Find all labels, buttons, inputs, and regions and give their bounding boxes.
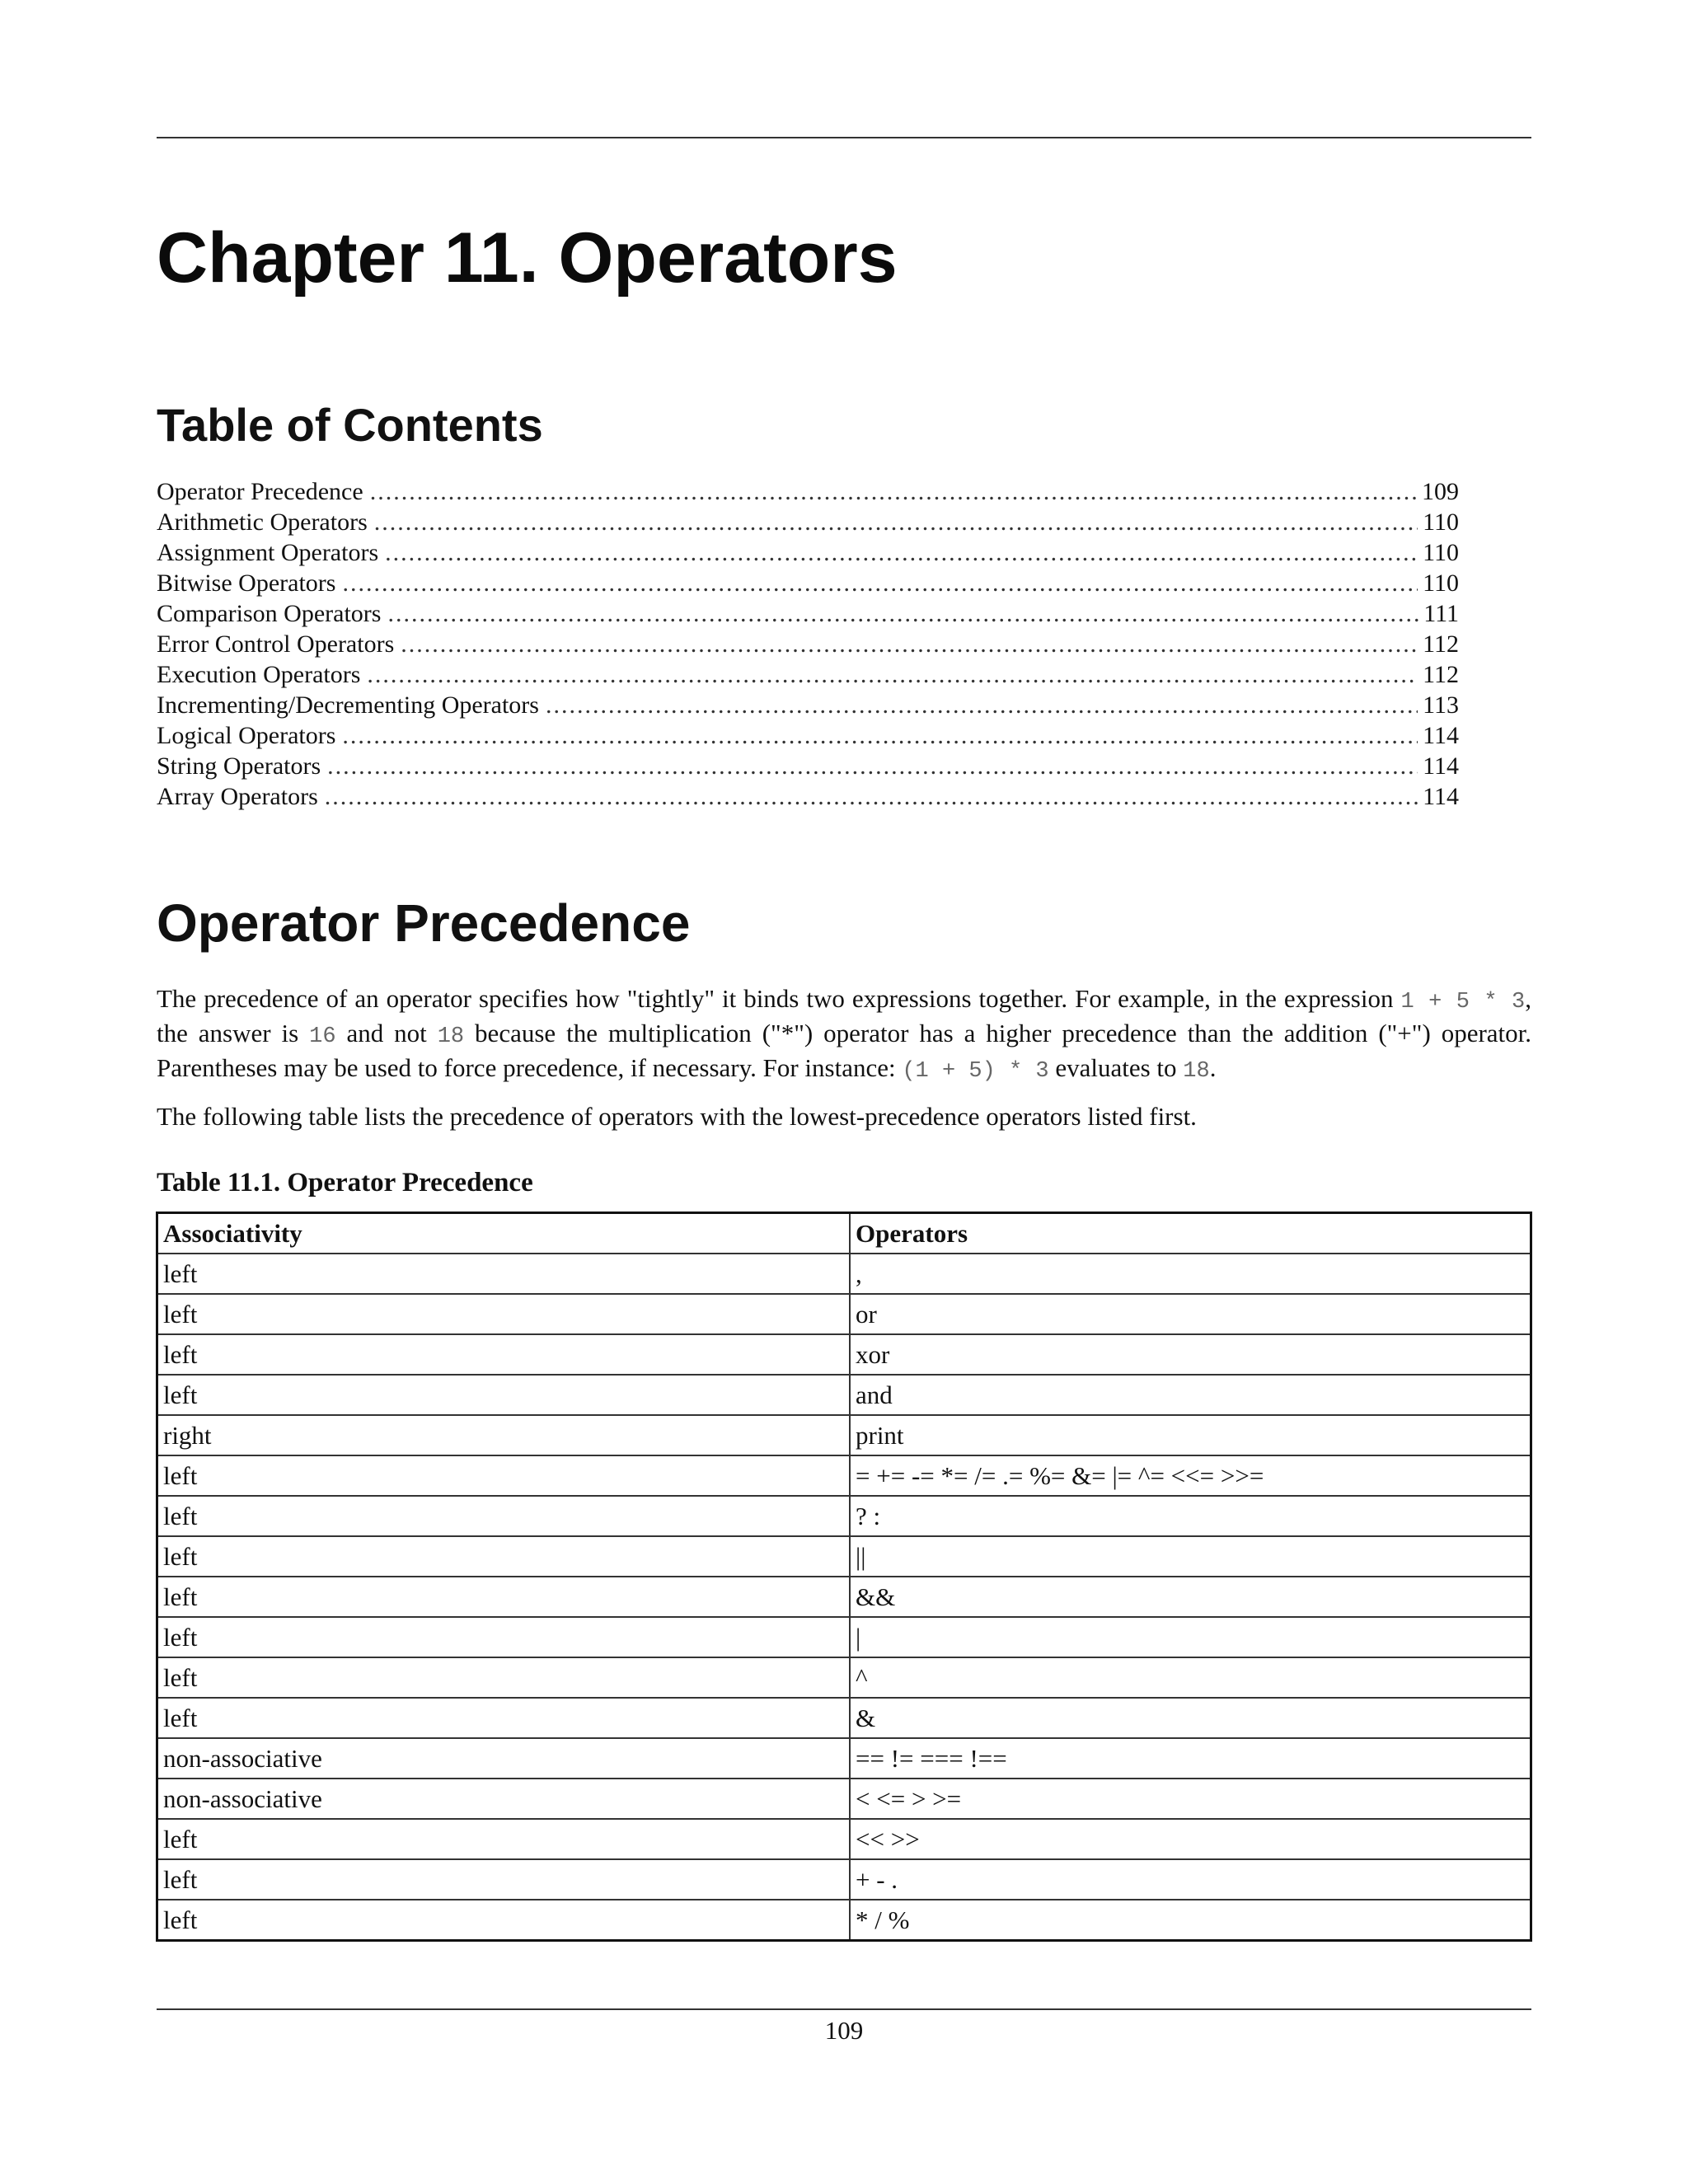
- toc-leader-dots: [342, 568, 1418, 598]
- table-row: [157, 1455, 1531, 1496]
- operators-cell: &&: [850, 1577, 1531, 1617]
- toc-entry[interactable]: [157, 751, 1459, 781]
- header-rule: [157, 137, 1531, 138]
- toc-entry-page[interactable]: 110: [1423, 539, 1459, 566]
- associativity-cell: left: [157, 1455, 851, 1496]
- table-row: [157, 1698, 1531, 1738]
- table-row: [157, 1900, 1531, 1941]
- table-row: [157, 1738, 1531, 1779]
- operators-cell: and: [850, 1375, 1531, 1415]
- column-header-associativity: Associativity: [157, 1213, 851, 1254]
- toc-entry-title[interactable]: Execution Operators: [157, 661, 361, 688]
- toc-entry-page[interactable]: 110: [1423, 509, 1459, 536]
- footer-rule: [157, 2008, 1531, 2010]
- table-row: [157, 1496, 1531, 1536]
- toc-entry[interactable]: [157, 476, 1459, 507]
- table-row: [157, 1294, 1531, 1334]
- associativity-cell: right: [157, 1415, 851, 1455]
- associativity-cell: left: [157, 1859, 851, 1900]
- toc-leader-dots: [325, 781, 1418, 812]
- toc-entry-page[interactable]: 112: [1423, 661, 1459, 688]
- associativity-cell: left: [157, 1577, 851, 1617]
- operators-cell: ^: [850, 1657, 1531, 1698]
- intro-paragraph: [157, 983, 1531, 1087]
- table-row: [157, 1334, 1531, 1375]
- table-row: [157, 1819, 1531, 1859]
- page-number: 109: [824, 2016, 864, 2045]
- associativity-cell: left: [157, 1536, 851, 1577]
- operators-cell: &: [850, 1698, 1531, 1738]
- toc-entry[interactable]: [157, 690, 1459, 720]
- operators-cell: == != === !==: [850, 1738, 1531, 1779]
- operators-cell: = += -= *= /= .= %= &= |= ^= <<= >>=: [850, 1455, 1531, 1496]
- operators-cell: << >>: [850, 1819, 1531, 1859]
- toc-entry[interactable]: [157, 781, 1459, 812]
- operators-cell: |: [850, 1617, 1531, 1657]
- toc-entry[interactable]: [157, 568, 1459, 598]
- toc-leader-dots: [374, 507, 1418, 537]
- toc-entry-title[interactable]: Bitwise Operators: [157, 569, 336, 597]
- toc-entry-title[interactable]: Comparison Operators: [157, 600, 382, 627]
- intro-text: .: [1209, 1053, 1217, 1082]
- toc-entry-page[interactable]: 114: [1423, 783, 1459, 810]
- toc-entry-page[interactable]: 113: [1423, 691, 1459, 719]
- associativity-cell: left: [157, 1254, 851, 1294]
- toc-heading: Table of Contents: [157, 399, 543, 451]
- toc-leader-dots: [342, 720, 1418, 751]
- operator-precedence-table: [156, 1212, 1532, 1942]
- operators-cell: ||: [850, 1536, 1531, 1577]
- toc-entry-page[interactable]: 111: [1423, 600, 1459, 627]
- toc-leader-dots: [387, 598, 1418, 629]
- toc-entry-page[interactable]: 110: [1423, 569, 1459, 597]
- operators-cell: or: [850, 1294, 1531, 1334]
- toc-entry[interactable]: [157, 598, 1459, 629]
- toc-entry[interactable]: [157, 629, 1459, 659]
- table-body: [157, 1254, 1531, 1941]
- associativity-cell: non-associative: [157, 1779, 851, 1819]
- toc-leader-dots: [385, 537, 1418, 568]
- table-row: [157, 1657, 1531, 1698]
- toc-entry[interactable]: [157, 537, 1459, 568]
- toc-entry-title[interactable]: Error Control Operators: [157, 630, 395, 658]
- associativity-cell: non-associative: [157, 1738, 851, 1779]
- toc-leader-dots: [546, 690, 1418, 720]
- toc-entry[interactable]: [157, 507, 1459, 537]
- toc-leader-dots: [370, 476, 1417, 507]
- associativity-cell: left: [157, 1617, 851, 1657]
- table-row: [157, 1779, 1531, 1819]
- table-row: [157, 1375, 1531, 1415]
- toc-entry-title[interactable]: String Operators: [157, 752, 321, 780]
- toc-entry-title[interactable]: Arithmetic Operators: [157, 509, 368, 536]
- operators-cell: print: [850, 1415, 1531, 1455]
- toc-leader-dots: [367, 659, 1418, 690]
- inline-code: 18: [437, 1024, 465, 1049]
- associativity-cell: left: [157, 1375, 851, 1415]
- inline-code: (1 + 5) * 3: [902, 1059, 1049, 1084]
- associativity-cell: left: [157, 1819, 851, 1859]
- toc-entry-page[interactable]: 112: [1423, 630, 1459, 658]
- toc-entry-page[interactable]: 114: [1423, 752, 1459, 780]
- table-caption: Table 11.1. Operator Precedence: [157, 1168, 533, 1197]
- toc-entry-title[interactable]: Logical Operators: [157, 722, 336, 749]
- toc-entry-title[interactable]: Operator Precedence: [157, 478, 363, 505]
- associativity-cell: left: [157, 1698, 851, 1738]
- intro-text: because the multiplication ("*") operator has a higher precedence than the addition ("+") operator. Parentheses may be used to force precedence, if necessary. For instance:: [157, 1019, 1532, 1082]
- table-row: [157, 1617, 1531, 1657]
- operators-cell: < <= > >=: [850, 1779, 1531, 1819]
- toc-entry-title[interactable]: Incrementing/Decrementing Operators: [157, 691, 539, 719]
- table-row: [157, 1859, 1531, 1900]
- toc-entry-title[interactable]: Array Operators: [157, 783, 318, 810]
- associativity-cell: left: [157, 1496, 851, 1536]
- table-row: [157, 1415, 1531, 1455]
- associativity-cell: left: [157, 1294, 851, 1334]
- toc-entry-page[interactable]: 114: [1423, 722, 1459, 749]
- toc-entry[interactable]: [157, 659, 1459, 690]
- table-intro-paragraph: The following table lists the precedence of operators with the lowest-precedence operators listed first.: [157, 1102, 1197, 1131]
- section-heading: Operator Precedence: [157, 893, 691, 953]
- toc-leader-dots: [401, 629, 1418, 659]
- operators-cell: ? :: [850, 1496, 1531, 1536]
- operators-cell: ,: [850, 1254, 1531, 1294]
- table-header-row: [157, 1213, 1531, 1254]
- intro-text: and not: [335, 1019, 438, 1047]
- toc-entry-page[interactable]: 109: [1422, 478, 1459, 505]
- intro-text: evaluates to: [1048, 1053, 1184, 1082]
- intro-text: The precedence of an operator specifies how "tightly" it binds two expressions together. For example, in the expression: [157, 984, 1401, 1013]
- column-header-operators: Operators: [850, 1213, 1531, 1254]
- inline-code: 16: [309, 1024, 336, 1049]
- associativity-cell: left: [157, 1900, 851, 1941]
- operators-cell: * / %: [850, 1900, 1531, 1941]
- inline-code: 18: [1183, 1059, 1210, 1084]
- chapter-title: Chapter 11. Operators: [157, 218, 898, 298]
- intro-text: , the answer is: [157, 984, 1531, 1047]
- table-row: [157, 1254, 1531, 1294]
- operators-cell: + - .: [850, 1859, 1531, 1900]
- table-of-contents: [157, 476, 1459, 812]
- inline-code: 1 + 5 * 3: [1400, 990, 1526, 1015]
- operators-cell: xor: [850, 1334, 1531, 1375]
- table-row: [157, 1536, 1531, 1577]
- table-row: [157, 1577, 1531, 1617]
- toc-entry-title[interactable]: Assignment Operators: [157, 539, 379, 566]
- toc-entry[interactable]: [157, 720, 1459, 751]
- associativity-cell: left: [157, 1657, 851, 1698]
- toc-leader-dots: [327, 751, 1418, 781]
- associativity-cell: left: [157, 1334, 851, 1375]
